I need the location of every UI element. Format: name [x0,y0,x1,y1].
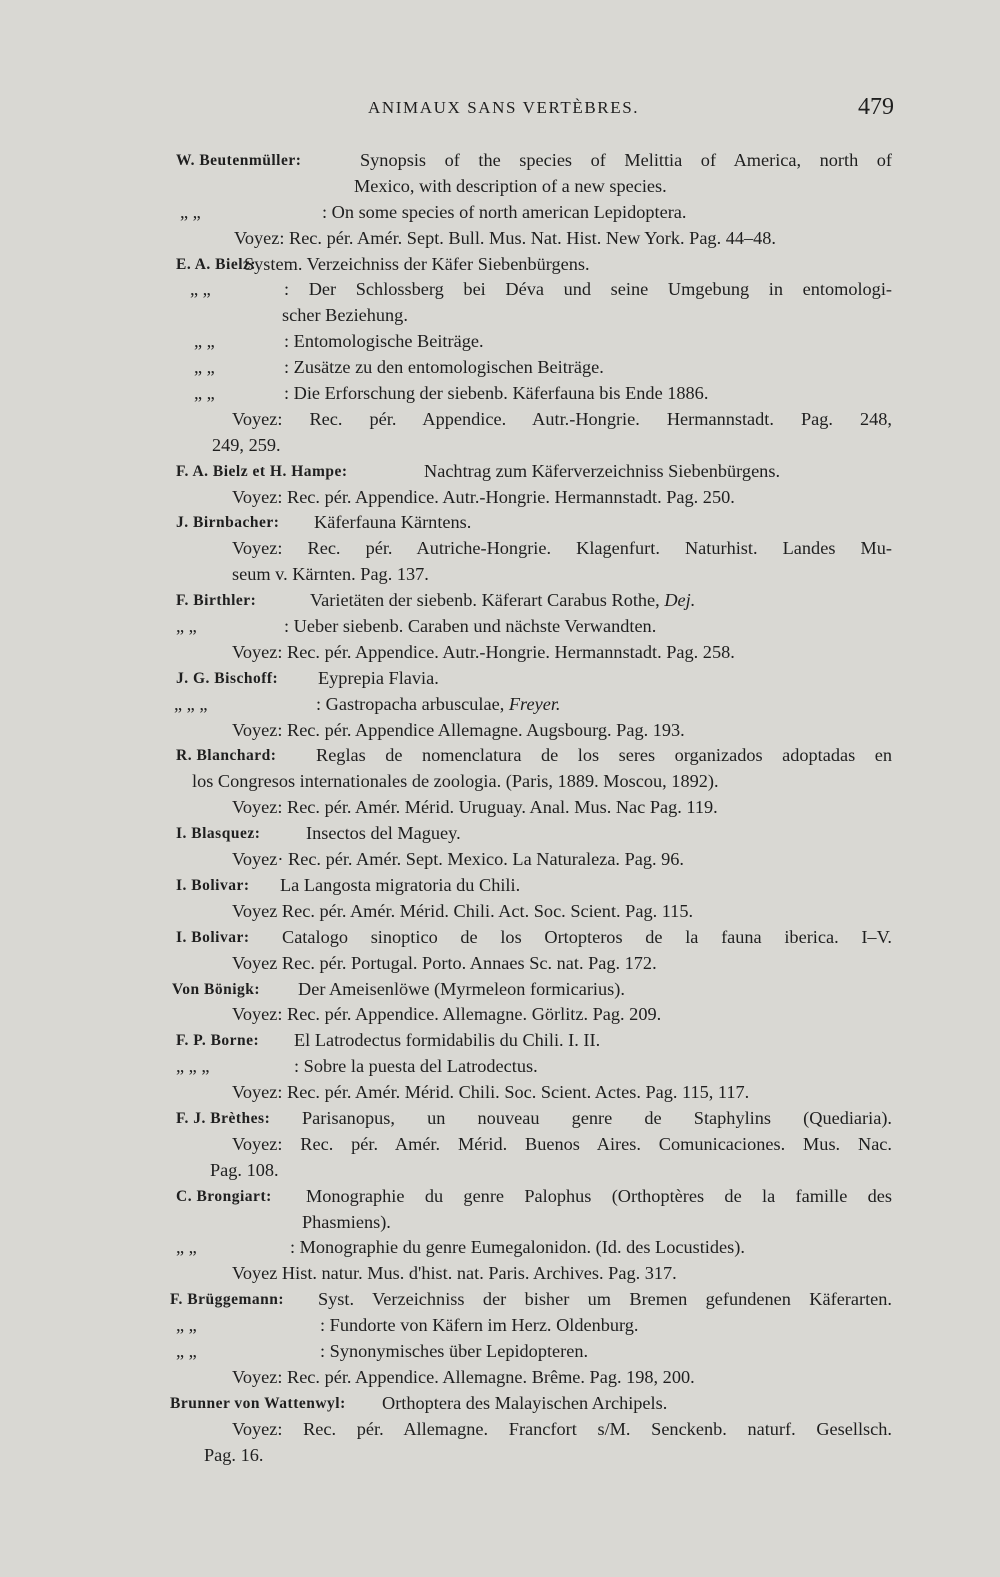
entry-line [0,226,1000,252]
entry-continuation: Voyez: Rec. pér. Appendice. Allemagne. Görlitz. Pag. 209. [232,1004,662,1025]
entry-line [0,1391,1000,1417]
entry-line [0,640,1000,666]
entry-title: La Langosta migratoria du Chili. [280,874,521,895]
entry-line [0,899,1000,925]
entry-line [0,847,1000,873]
entry-line [0,1261,1000,1287]
entry-line [0,355,1000,381]
entry-title: Orthoptera des Malayischen Archipels. [382,1392,668,1413]
entry-continuation: Voyez: Rec. pér. Appendice. Autr.-Hongrie. Hermannstadt. Pag. 250. [232,486,735,507]
entry-line [0,795,1000,821]
author-abbreviation: Freyer. [508,693,561,714]
entry-title: Parisanopus, un nouveau genre de Staphylins (Quediaria). [302,1107,892,1128]
entry-line [0,1028,1000,1054]
entry-line [0,769,1000,795]
entry-line [0,666,1000,692]
entry-line [0,692,1000,718]
author-name: Von Bönigk: [172,980,261,998]
entry-continuation: Voyez: Rec. pér. Allemagne. Francfort s/M. Senckenb. naturf. Gesellsch. [232,1418,892,1439]
entry-title: Synopsis of the species of Melittia of America, north of [360,150,892,170]
author-name: F. P. Borne: [176,1032,260,1050]
entry-continuation: Voyez Hist. natur. Mus. d'hist. nat. Paris. Archives. Pag. 317. [232,1263,677,1284]
entry-line [0,252,1000,278]
entry-line [0,459,1000,485]
ditto-marks: „ „ [176,1237,197,1258]
entry-title: Käferfauna Kärntens. [314,512,472,533]
entry-continuation: Voyez: Rec. pér. Appendice Allemagne. Augsbourg. Pag. 193. [232,719,685,740]
entry-continuation: Pag. 108. [210,1159,279,1180]
entry-line [0,614,1000,640]
ditto-marks: „ „ [176,616,197,637]
author-name: F. A. Bielz et H. Hampe: [176,462,348,480]
entry-title: Der Ameisenlöwe (Myrmeleon formicarius). [298,978,625,999]
ditto-marks: „ „ [176,1315,197,1336]
entry-line [0,407,1000,433]
entry-title: Syst. Verzeichniss der bisher um Bremen gefundenen Käferarten. [318,1289,892,1310]
author-name: F. Birthler: [176,592,257,610]
entry-line [0,510,1000,536]
entry-continuation: Voyez: Rec. pér. Appendice. Allemagne. Brême. Pag. 198, 200. [232,1366,695,1387]
entry-line [0,381,1000,407]
entry-line [0,1287,1000,1313]
entry-line [0,821,1000,847]
entry-title: Eyprepia Flavia. [318,667,439,688]
entry-line [0,1054,1000,1080]
entry-title: Catalogo sinoptico de los Ortopteros de la fauna iberica. I–V. [282,926,892,947]
entry-title: System. Verzeichniss der Käfer Siebenbürgens. [244,253,590,274]
entry-continuation: Voyez: Rec. pér. Amér. Mérid. Buenos Aires. Comunicaciones. Mus. Nac. [232,1133,892,1154]
entry-continuation: Voyez: Rec. pér. Autriche-Hongrie. Klagenfurt. Naturhist. Landes Mu- [232,538,892,559]
entry-line [0,536,1000,562]
entry-continuation: seum v. Kärnten. Pag. 137. [232,564,429,585]
entry-line [0,329,1000,355]
entry-title: : Synonymisches über Lepidopteren. [320,1340,589,1361]
entry-line [0,1417,1000,1443]
entry-continuation: Voyez: Rec. pér. Amér. Mérid. Uruguay. Anal. Mus. Nac Pag. 119. [232,797,718,818]
page-header [0,94,1000,130]
entry-continuation: Voyez: Rec. pér. Appendice. Autr.-Hongrie. Hermannstadt. Pag. 248, [232,408,892,429]
author-abbreviation: Dej. [664,590,696,611]
entry-line [0,277,1000,303]
ditto-marks: „ „ [190,279,211,300]
author-name: Brunner von Wattenwyl: [170,1394,346,1412]
ditto-marks: „ „ [180,201,201,222]
entry-title: : Monographie du genre Eumegalonidon. (Id. des Locustides). [290,1237,745,1258]
entry-title: : Entomologische Beiträge. [284,331,484,352]
author-name: J. Birnbacher: [176,514,280,532]
entry-line [0,1313,1000,1339]
ditto-marks: „ „ „ [174,693,208,714]
author-name: I. Bolivar: [176,928,250,946]
entry-title: : Zusätze zu den entomologischen Beiträge. [284,357,604,378]
entry-continuation: Voyez· Rec. pér. Amér. Sept. Mexico. La Naturaleza. Pag. 96. [232,849,684,870]
author-name: W. Beutenmüller: [176,152,302,169]
entry-line [0,588,1000,614]
entry-continuation: Voyez: Rec. pér. Amér. Sept. Bull. Mus. Nat. Hist. New York. Pag. 44–48. [234,227,776,248]
entry-continuation: Mexico, with description of a new species. [354,175,667,196]
entry-title: Reglas de nomenclatura de los seres organizados adoptadas en [316,745,892,766]
entry-line [0,1443,1000,1469]
entry-line [0,303,1000,329]
entry-title: : Die Erforschung der siebenb. Käferfauna bis Ende 1886. [284,383,709,404]
entry-line [0,562,1000,588]
entry-line [0,433,1000,459]
entry-continuation: Pag. 16. [204,1444,264,1465]
entry-line [0,200,1000,226]
entry-line [0,1184,1000,1210]
ditto-marks: „ „ [176,1340,197,1361]
ditto-marks: „ „ [194,383,215,404]
entry-title: : Ueber siebenb. Caraben und nächste Verwandten. [284,616,657,637]
entry-title: El Latrodectus formidabilis du Chili. I. II. [294,1030,601,1051]
entry-line [0,1158,1000,1184]
author-name: I. Bolivar: [176,876,250,894]
author-name: F. Brüggemann: [170,1291,285,1309]
entry-title: Varietäten der siebenb. Käferart Carabus Rothe, Dej. [310,590,696,611]
entry-continuation: 249, 259. [212,434,281,455]
entry-continuation: Voyez: Rec. pér. Amér. Mérid. Chili. Soc. Scient. Actes. Pag. 115, 117. [232,1082,750,1103]
author-name: F. J. Brèthes: [176,1109,271,1127]
entry-line [0,148,1000,174]
entry-line [0,485,1000,511]
author-name: C. Brongiart: [176,1187,272,1205]
entry-line [0,925,1000,951]
entry-continuation: Voyez: Rec. pér. Appendice. Autr.-Hongrie. Hermannstadt. Pag. 258. [232,641,735,662]
author-name: J. G. Bischoff: [176,669,279,687]
bibliography-entries [0,148,1000,1468]
entry-line [0,1210,1000,1236]
entry-line [0,174,1000,200]
entry-line [0,1132,1000,1158]
entry-continuation: los Congresos internationales de zoologia. (Paris, 1889. Moscou, 1892). [192,771,719,792]
entry-line [0,743,1000,769]
author-name: R. Blanchard: [176,747,277,765]
entry-title: : On some species of north american Lepidoptera. [322,201,687,222]
entry-line [0,951,1000,977]
running-title: ANIMAUX SANS VERTÈBRES. [368,98,640,117]
entry-title: : Gastropacha arbusculae, Freyer. [316,693,561,714]
entry-line [0,1080,1000,1106]
entry-title: Monographie du genre Palophus (Orthoptères de la famille des [306,1185,892,1206]
ditto-marks: „ „ [194,357,215,378]
entry-title: : Der Schlossberg bei Déva und seine Umgebung in entomologi- [284,279,892,300]
entry-title: : Fundorte von Käfern im Herz. Oldenburg. [320,1315,639,1336]
entry-line [0,1002,1000,1028]
page-number: 479 [858,94,894,120]
author-name: I. Blasquez: [176,825,261,843]
entry-title: Insectos del Maguey. [306,823,461,844]
entry-line [0,1365,1000,1391]
entry-line [0,977,1000,1003]
ditto-marks: „ „ [194,331,215,352]
entry-title: Nachtrag zum Käferverzeichniss Siebenbürgens. [424,460,781,481]
ditto-marks: „ „ „ [176,1056,210,1077]
entry-line [0,1339,1000,1365]
entry-line [0,718,1000,744]
entry-title: : Sobre la puesta del Latrodectus. [294,1056,538,1077]
entry-continuation: scher Beziehung. [282,305,408,326]
entry-line [0,1235,1000,1261]
author-name: E. A. Bielz: [176,255,257,273]
entry-continuation: Phasmiens). [302,1211,391,1232]
entry-line [0,1106,1000,1132]
entry-line [0,873,1000,899]
entry-continuation: Voyez Rec. pér. Amér. Mérid. Chili. Act. Soc. Scient. Pag. 115. [232,900,694,921]
entry-continuation: Voyez Rec. pér. Portugal. Porto. Annaes Sc. nat. Pag. 172. [232,952,657,973]
